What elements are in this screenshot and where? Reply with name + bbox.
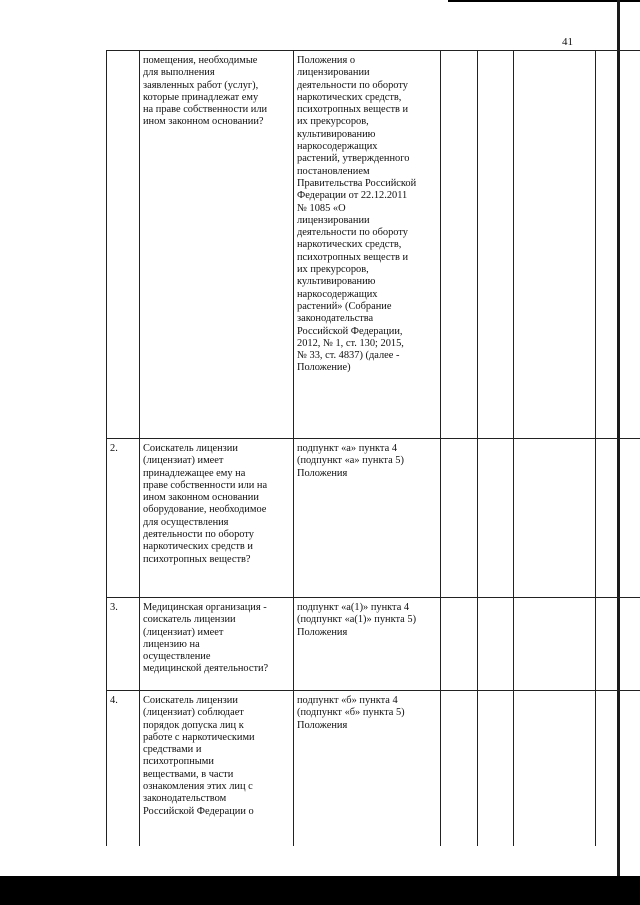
- table-row: [107, 51, 640, 439]
- row-number: 3.: [107, 598, 140, 691]
- reference-cell: [294, 439, 441, 598]
- reference-text: Положения о лицензировании деятельности по обороту наркотических средств, психотропных веществ и их прекурсоров, культивированию наркосодержащих растений, утвержденного постановлением Правительства Российской Федерации от 22.12.2011 № 1085 «О лицензировании деятельности по обороту наркотических средств, психотропных веществ и их прекурсоров, культивированию наркосодержащих растений» (Собрание законодательства Российской Федерации, 2012, № 1, ст. 130; 2015, № 33, ст. 4837) (далее - Положение): [297, 55, 417, 374]
- scan-bottom-edge: [0, 876, 640, 905]
- notes-cell: [596, 51, 640, 439]
- question-cell: [140, 598, 294, 691]
- question-text: Медицинская организация - соискатель лицензии (лицензиат) имеет лицензию на осуществление медицинской деятельности?: [143, 602, 269, 675]
- notes-cell: [596, 598, 640, 691]
- row-number: 4.: [107, 691, 140, 847]
- table-row: [107, 439, 640, 598]
- answer-cell-no: [478, 51, 514, 439]
- question-cell: [140, 439, 294, 598]
- reference-text: подпункт «а(1)» пункта 4 (подпункт «а(1)» пункта 5) Положения: [297, 602, 417, 638]
- row-number: 2.: [107, 439, 140, 598]
- answer-cell-yes: [441, 691, 478, 847]
- reference-cell: [294, 598, 441, 691]
- checklist-table: [106, 50, 640, 846]
- reference-text: подпункт «а» пункта 4 (подпункт «а» пункта 5) Положения: [297, 443, 404, 479]
- top-edge-rule: [448, 0, 640, 2]
- reference-cell: [294, 51, 441, 439]
- answer-cell-na: [514, 691, 596, 847]
- notes-cell: [596, 691, 640, 847]
- answer-cell-no: [478, 439, 514, 598]
- page-number: 41: [562, 36, 573, 48]
- question-text: Соискатель лицензии (лицензиат) имеет принадлежащее ему на праве собственности или на ином законном основании оборудование, необходимое для осуществления деятельности по обороту наркотических средств и психотропных веществ?: [143, 443, 268, 565]
- question-text: Соискатель лицензии (лицензиат) соблюдает порядок допуска лиц к работе с наркотическими средствами и психотропными веществами, в части ознакомления этих лиц с законодательством Российской Федерации о: [143, 695, 255, 817]
- answer-cell-yes: [441, 598, 478, 691]
- question-cell: [140, 691, 294, 847]
- answer-cell-no: [478, 598, 514, 691]
- table-row: [107, 691, 640, 847]
- answer-cell-na: [514, 598, 596, 691]
- row-number: [107, 51, 140, 439]
- reference-text: подпункт «б» пункта 4 (подпункт «б» пункта 5) Положения: [297, 695, 405, 731]
- answer-cell-yes: [441, 51, 478, 439]
- question-cell: [140, 51, 294, 439]
- answer-cell-na: [514, 439, 596, 598]
- table-row: [107, 598, 640, 691]
- reference-cell: [294, 691, 441, 847]
- notes-cell: [596, 439, 640, 598]
- answer-cell-yes: [441, 439, 478, 598]
- answer-cell-no: [478, 691, 514, 847]
- question-text: помещения, необходимые для выполнения заявленных работ (услуг), которые принадлежат ему на праве собственности или ином законном основании?: [143, 55, 268, 128]
- answer-cell-na: [514, 51, 596, 439]
